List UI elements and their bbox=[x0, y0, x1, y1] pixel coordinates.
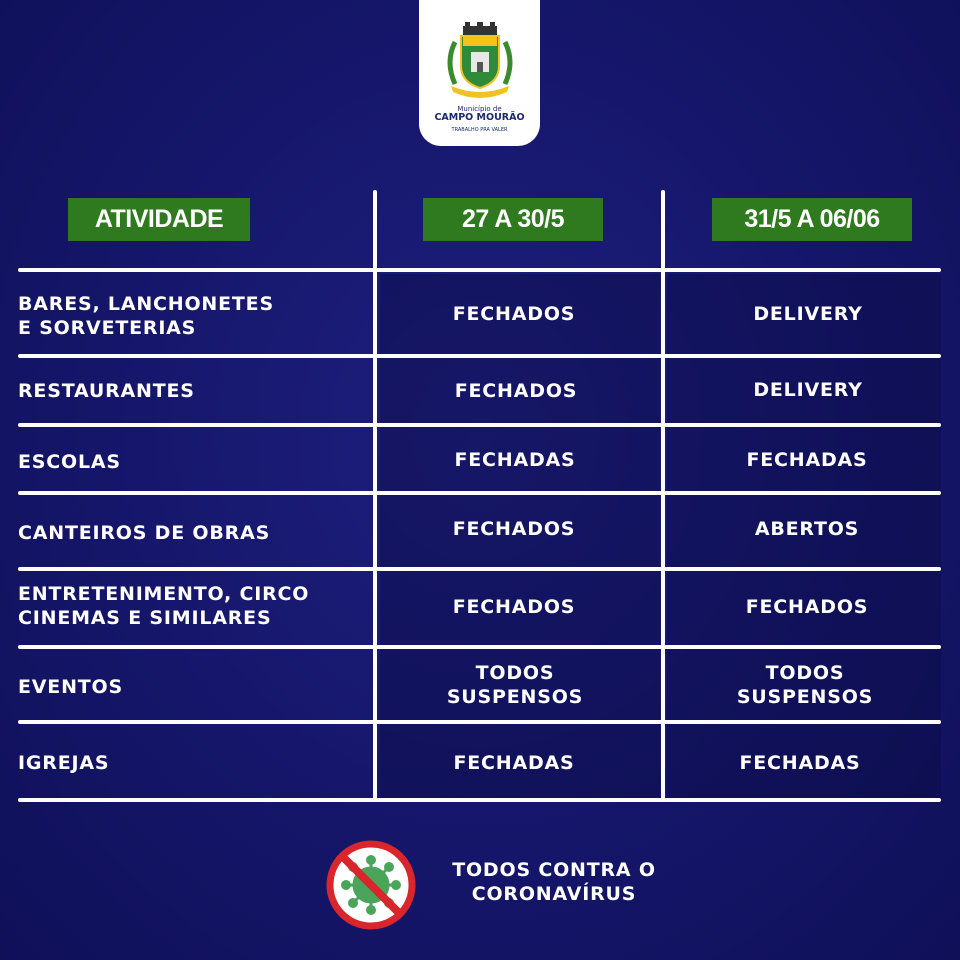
logo-title: CAMPO MOURÃO bbox=[434, 112, 525, 123]
coat-of-arms-icon bbox=[441, 22, 519, 102]
column-divider-1 bbox=[373, 190, 377, 802]
row-entretenimento-period-1: FECHADOS bbox=[452, 596, 576, 618]
no-virus-icon bbox=[326, 840, 416, 934]
row-canteiros-period-2: ABERTOS bbox=[754, 518, 860, 540]
row-activity-eventos: EVENTOS bbox=[18, 676, 123, 698]
row-activity-igrejas: IGREJAS bbox=[18, 752, 110, 774]
row-activity-escolas: ESCOLAS bbox=[18, 451, 121, 473]
row-bares-period-1: FECHADOS bbox=[452, 303, 576, 325]
row-divider bbox=[18, 423, 941, 427]
row-divider bbox=[18, 645, 941, 649]
footer-line-2: CORONAVÍRUS bbox=[471, 883, 637, 905]
row-divider bbox=[18, 720, 941, 724]
row-escolas-period-2: FECHADAS bbox=[746, 449, 868, 471]
row-divider bbox=[18, 567, 941, 571]
footer-line-1: TODOS CONTRA O bbox=[452, 859, 656, 881]
row-canteiros-period-1: FECHADOS bbox=[452, 518, 576, 540]
status-line: TODOS bbox=[765, 662, 845, 684]
row-eventos-period-1 bbox=[380, 661, 650, 709]
municipality-logo bbox=[419, 0, 540, 146]
footer-slogan bbox=[424, 858, 684, 906]
column-divider-2 bbox=[661, 190, 665, 802]
row-igrejas-period-1: FECHADAS bbox=[453, 752, 575, 774]
activity-line: ENTRETENIMENTO, CIRCO bbox=[18, 583, 310, 605]
row-activity-entretenimento bbox=[18, 582, 309, 630]
activity-line: CINEMAS E SIMILARES bbox=[18, 607, 272, 629]
row-restaurantes-period-1: FECHADOS bbox=[454, 380, 578, 402]
header-period-2: 31/5 A 06/06 bbox=[712, 198, 912, 241]
row-activity-canteiros: CANTEIROS DE OBRAS bbox=[18, 522, 271, 544]
row-bares-period-2: DELIVERY bbox=[753, 303, 863, 325]
row-escolas-period-1: FECHADAS bbox=[454, 449, 576, 471]
header-activity: ATIVIDADE bbox=[68, 198, 250, 241]
row-restaurantes-period-2: DELIVERY bbox=[753, 379, 863, 401]
row-activity-bares bbox=[18, 292, 274, 340]
status-line: SUSPENSOS bbox=[446, 686, 584, 708]
logo-subtitle: Município de bbox=[457, 105, 502, 113]
status-line: SUSPENSOS bbox=[736, 686, 874, 708]
row-divider bbox=[18, 354, 941, 358]
activity-line: E SORVETERIAS bbox=[18, 317, 197, 339]
activity-line: BARES, LANCHONETES bbox=[18, 293, 274, 315]
row-entretenimento-period-2: FECHADOS bbox=[745, 596, 869, 618]
header-period-1: 27 A 30/5 bbox=[423, 198, 603, 241]
status-line: TODOS bbox=[475, 662, 555, 684]
logo-motto: TRABALHO PRA VALER bbox=[451, 127, 508, 133]
row-eventos-period-2 bbox=[667, 661, 943, 709]
row-divider bbox=[18, 268, 941, 272]
row-activity-restaurantes: RESTAURANTES bbox=[18, 380, 195, 402]
row-divider bbox=[18, 798, 941, 802]
row-igrejas-period-2: FECHADAS bbox=[739, 752, 861, 774]
row-divider bbox=[18, 491, 941, 495]
